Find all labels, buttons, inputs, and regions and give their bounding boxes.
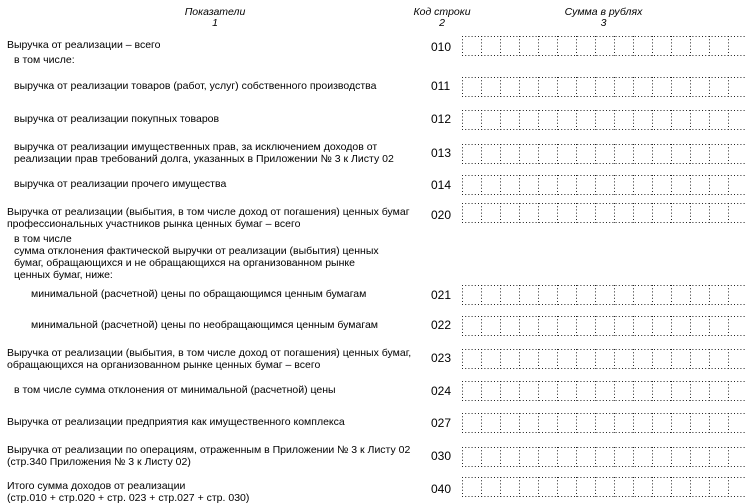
row-label: выручка от реализации товаров (работ, услуг) собственного производства: [14, 80, 377, 92]
amount-input-cells[interactable]: [462, 447, 745, 467]
amount-cell-grid: [462, 285, 745, 305]
row-label: Итого сумма доходов от реализации: [7, 480, 186, 492]
amount-input-cells[interactable]: [462, 349, 745, 369]
line-code: 030: [431, 449, 452, 463]
amount-cell-grid: [462, 316, 745, 336]
amount-cell-grid: [462, 36, 745, 56]
amount-input-cells[interactable]: [462, 203, 745, 223]
amount-input-cells[interactable]: [462, 77, 745, 97]
row-label: профессиональных участников рынка ценных бумаг – всего: [7, 218, 301, 230]
amount-input-cells[interactable]: [462, 477, 745, 497]
line-code: 013: [431, 146, 452, 160]
row-label: бумаг, обращающихся и не обращающихся на организованном рынке: [14, 257, 355, 269]
line-code: 012: [431, 112, 452, 126]
column-title: Код строки: [413, 6, 471, 18]
amount-input-cells[interactable]: [462, 144, 745, 164]
row-label: Выручка от реализации (выбытия, в том числе доход от погашения) ценных бумаг,: [7, 347, 412, 359]
amount-cell-grid: [462, 447, 745, 467]
amount-cell-grid: [462, 381, 745, 401]
line-code: 014: [431, 178, 452, 192]
amount-cell-grid: [462, 349, 745, 369]
row-label: Выручка от реализации по операциям, отраженным в Приложении № 3 к Листу 02: [7, 444, 411, 456]
row-label: Выручка от реализации (выбытия, в том числе доход от погашения) ценных бумаг: [7, 206, 410, 218]
line-code: 023: [431, 351, 452, 365]
amount-input-cells[interactable]: [462, 285, 745, 305]
amount-input-cells[interactable]: [462, 381, 745, 401]
row-label: минимальной (расчетной) цены по необращающимся ценным бумагам: [31, 319, 379, 331]
row-label: ценных бумаг, ниже:: [14, 269, 113, 281]
row-label: (стр.010 + стр.020 + стр. 023 + стр.027 + стр. 030): [7, 492, 250, 504]
line-code: 024: [431, 384, 452, 398]
row-label: Выручка от реализации предприятия как имущественного комплекса: [7, 416, 345, 428]
row-label: Выручка от реализации – всего: [7, 39, 161, 51]
row-label: в том числе: [14, 233, 72, 245]
line-code: 010: [431, 40, 452, 54]
line-code: 022: [431, 318, 452, 332]
column-header-indicators: [180, 7, 250, 29]
row-label: сумма отклонения фактической выручки от реализации (выбытия) ценных: [14, 245, 379, 257]
line-code: 020: [431, 208, 452, 222]
column-title: Показатели: [184, 6, 246, 18]
amount-input-cells[interactable]: [462, 36, 745, 56]
amount-cell-grid: [462, 413, 745, 433]
line-code: 040: [431, 482, 452, 496]
line-code: 021: [431, 288, 452, 302]
column-title: Сумма в рублях: [564, 6, 643, 18]
amount-cell-grid: [462, 477, 745, 497]
row-label: в том числе:: [14, 54, 75, 66]
column-header-line-code: [408, 7, 476, 29]
row-label: выручка от реализации имущественных прав, за исключением доходов от: [14, 141, 378, 153]
line-code: 011: [431, 79, 451, 93]
amount-cell-grid: [462, 175, 745, 195]
row-label: в том числе сумма отклонения от минимальной (расчетной) цены: [14, 384, 336, 396]
amount-input-cells[interactable]: [462, 175, 745, 195]
amount-cell-grid: [462, 77, 745, 97]
amount-input-cells[interactable]: [462, 413, 745, 433]
column-number: 1: [212, 17, 218, 29]
amount-cell-grid: [462, 144, 745, 164]
row-label: обращающихся на организованном рынке ценных бумаг – всего: [7, 359, 321, 371]
row-label: реализации прав требований долга, указанных в Приложении № 3 к Листу 02: [14, 153, 394, 165]
amount-cell-grid: [462, 203, 745, 223]
column-header-amount: [556, 7, 651, 29]
row-label: (стр.340 Приложения № 3 к Листу 02): [7, 456, 191, 468]
column-number: 3: [600, 17, 607, 29]
line-code: 027: [431, 416, 452, 430]
column-number: 2: [439, 17, 445, 29]
amount-input-cells[interactable]: [462, 316, 745, 336]
row-label: минимальной (расчетной) цены по обращающимся ценным бумагам: [31, 288, 367, 300]
amount-cell-grid: [462, 110, 745, 130]
row-label: выручка от реализации покупных товаров: [14, 113, 220, 125]
row-label: выручка от реализации прочего имущества: [14, 178, 227, 190]
amount-input-cells[interactable]: [462, 110, 745, 130]
